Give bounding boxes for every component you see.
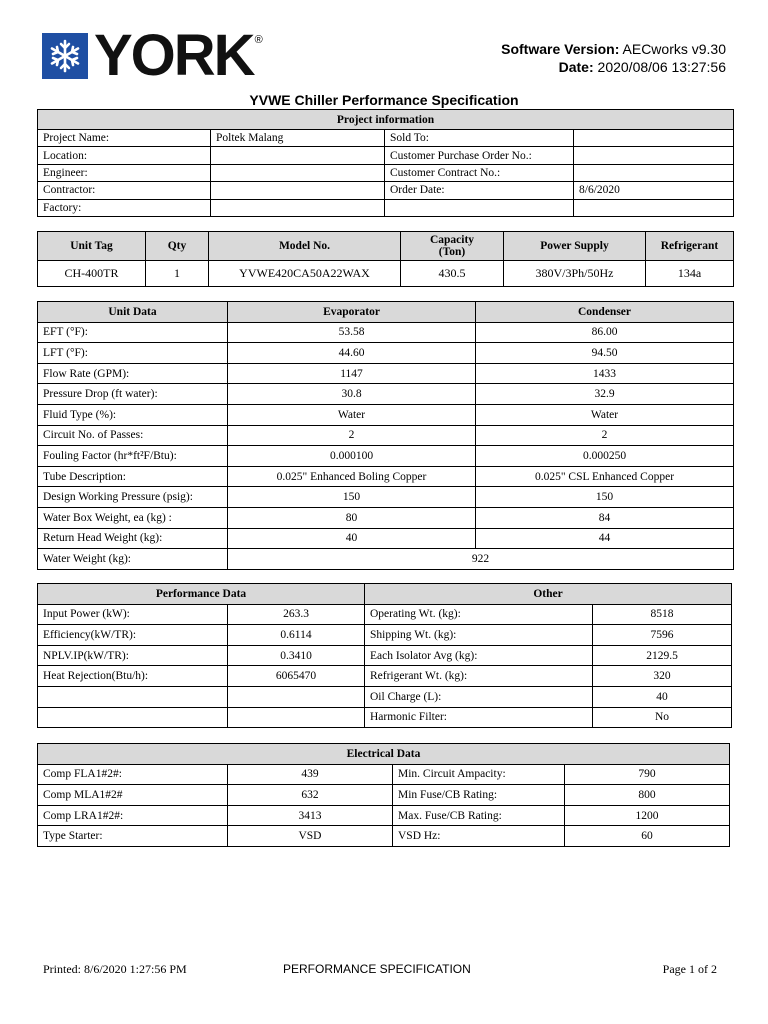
capacity-value: 430.5 <box>401 261 504 287</box>
project-value <box>574 147 734 164</box>
row-value: 0.3410 <box>228 645 365 666</box>
water-weight-value: 922 <box>228 549 734 570</box>
project-info-table <box>37 109 734 217</box>
table-row <box>38 322 734 343</box>
project-value <box>211 147 385 164</box>
row-value: 2129.5 <box>593 645 732 666</box>
project-value <box>574 199 734 216</box>
row-label: Each Isolator Avg (kg): <box>365 645 593 666</box>
row-label: LFT (°F): <box>38 343 228 364</box>
table-row <box>365 604 732 625</box>
row-label: Min. Circuit Ampacity: <box>393 764 565 785</box>
header-power-supply: Power Supply <box>504 232 646 261</box>
row-label: Pressure Drop (ft water): <box>38 384 228 405</box>
condenser-value: 84 <box>476 507 734 528</box>
row-label: Type Starter: <box>38 826 228 847</box>
unit-tag-value: CH-400TR <box>38 261 146 287</box>
table-row <box>38 686 365 707</box>
row-value: 790 <box>565 764 730 785</box>
table-row <box>38 487 734 508</box>
row-value: 439 <box>228 764 393 785</box>
row-value: 8518 <box>593 604 732 625</box>
table-row <box>365 707 732 728</box>
row-label: Fluid Type (%): <box>38 404 228 425</box>
date-value: 2020/08/06 13:27:56 <box>597 59 726 75</box>
row-label: Min Fuse/CB Rating: <box>393 785 565 806</box>
evaporator-value: 53.58 <box>228 322 476 343</box>
header-capacity <box>401 232 504 261</box>
table-row <box>38 363 734 384</box>
unit-data-table <box>37 301 734 570</box>
row-label: Oil Charge (L): <box>365 686 593 707</box>
model-no-value: YVWE420CA50A22WAX <box>209 261 401 287</box>
row-label: Circuit No. of Passes: <box>38 425 228 446</box>
evaporator-value: 80 <box>228 507 476 528</box>
header-refrigerant: Refrigerant <box>646 232 734 261</box>
performance-data-table <box>37 583 365 728</box>
software-version-label: Software Version: <box>501 41 620 57</box>
project-value: 8/6/2020 <box>574 182 734 199</box>
registered-mark: ® <box>254 34 263 46</box>
evaporator-value: 0.025" Enhanced Boling Copper <box>228 466 476 487</box>
row-label: EFT (°F): <box>38 322 228 343</box>
other-heading: Other <box>365 584 732 605</box>
row-value: 7596 <box>593 625 732 646</box>
row-label: Comp LRA1#2#: <box>38 805 228 826</box>
table-row <box>38 384 734 405</box>
evaporator-value: 0.000100 <box>228 446 476 467</box>
row-label: Comp MLA1#2# <box>38 785 228 806</box>
project-label: Sold To: <box>385 130 574 147</box>
condenser-value: 94.50 <box>476 343 734 364</box>
logo-wordmark: YORK <box>94 23 254 88</box>
table-row <box>38 805 730 826</box>
electrical-heading: Electrical Data <box>38 744 730 765</box>
project-label: Customer Contract No.: <box>385 164 574 181</box>
table-row <box>38 130 734 147</box>
header-capacity-line2: (Ton) <box>438 246 466 258</box>
table-row <box>38 425 734 446</box>
table-row <box>38 164 734 181</box>
row-value: 263.3 <box>228 604 365 625</box>
row-value: 0.6114 <box>228 625 365 646</box>
project-label: Location: <box>38 147 211 164</box>
table-row <box>38 507 734 528</box>
row-label <box>38 686 228 707</box>
row-label: VSD Hz: <box>393 826 565 847</box>
table-row <box>38 666 365 687</box>
evaporator-value: Water <box>228 404 476 425</box>
evaporator-value: 2 <box>228 425 476 446</box>
row-value <box>228 686 365 707</box>
page-number: Page 1 of 2 <box>662 962 717 976</box>
project-label: Customer Purchase Order No.: <box>385 147 574 164</box>
condenser-value: 2 <box>476 425 734 446</box>
performance-heading: Performance Data <box>38 584 365 605</box>
table-row <box>38 404 734 425</box>
table-row <box>38 764 730 785</box>
project-label <box>385 199 574 216</box>
header-qty: Qty <box>146 232 209 261</box>
row-label: Operating Wt. (kg): <box>365 604 593 625</box>
row-value: 60 <box>565 826 730 847</box>
power-supply-value: 380V/3Ph/50Hz <box>504 261 646 287</box>
row-label: Fouling Factor (hr*ft²F/Btu): <box>38 446 228 467</box>
table-row <box>365 645 732 666</box>
header-condenser: Condenser <box>476 302 734 323</box>
table-row <box>38 625 365 646</box>
table-row <box>38 645 365 666</box>
table-row <box>38 604 365 625</box>
row-label: Flow Rate (GPM): <box>38 363 228 384</box>
project-label: Project Name: <box>38 130 211 147</box>
row-value: No <box>593 707 732 728</box>
electrical-data-table <box>37 743 730 847</box>
row-label: Harmonic Filter: <box>365 707 593 728</box>
row-label: Return Head Weight (kg): <box>38 528 228 549</box>
condenser-value: 150 <box>476 487 734 508</box>
row-label: Refrigerant Wt. (kg): <box>365 666 593 687</box>
project-value <box>211 164 385 181</box>
table-row <box>38 199 734 216</box>
unit-summary-table <box>37 231 734 287</box>
other-data-table <box>364 583 732 728</box>
row-label: NPLV.IP(kW/TR): <box>38 645 228 666</box>
row-value: 1200 <box>565 805 730 826</box>
header-model-no: Model No. <box>209 232 401 261</box>
row-label: Water Weight (kg): <box>38 549 228 570</box>
project-label: Engineer: <box>38 164 211 181</box>
table-row <box>38 182 734 199</box>
header-evaporator: Evaporator <box>228 302 476 323</box>
table-row <box>38 785 730 806</box>
project-label: Order Date: <box>385 182 574 199</box>
table-row <box>365 625 732 646</box>
project-info-heading: Project information <box>38 110 734 130</box>
row-value: 6065470 <box>228 666 365 687</box>
row-label: Tube Description: <box>38 466 228 487</box>
table-row <box>38 466 734 487</box>
software-version-value: AECworks v9.30 <box>622 41 726 57</box>
qty-value: 1 <box>146 261 209 287</box>
project-value <box>574 164 734 181</box>
header-capacity-line1: Capacity <box>429 234 475 246</box>
printed-timestamp: Printed: 8/6/2020 1:27:56 PM <box>43 962 187 976</box>
project-label: Factory: <box>38 199 211 216</box>
row-value: 40 <box>593 686 732 707</box>
condenser-value: 44 <box>476 528 734 549</box>
evaporator-value: 30.8 <box>228 384 476 405</box>
condenser-value: 86.00 <box>476 322 734 343</box>
table-row <box>38 446 734 467</box>
table-row <box>365 686 732 707</box>
row-label: Comp FLA1#2#: <box>38 764 228 785</box>
evaporator-value: 40 <box>228 528 476 549</box>
row-value: VSD <box>228 826 393 847</box>
row-label: Max. Fuse/CB Rating: <box>393 805 565 826</box>
table-row <box>38 343 734 364</box>
york-logo <box>42 23 263 88</box>
project-value <box>211 199 385 216</box>
row-value: 3413 <box>228 805 393 826</box>
row-label: Heat Rejection(Btu/h): <box>38 666 228 687</box>
table-row <box>38 147 734 164</box>
project-label: Contractor: <box>38 182 211 199</box>
row-value: 800 <box>565 785 730 806</box>
software-info <box>501 40 726 76</box>
row-value: 320 <box>593 666 732 687</box>
row-label: Water Box Weight, ea (kg) : <box>38 507 228 528</box>
row-value: 632 <box>228 785 393 806</box>
condenser-value: 0.025" CSL Enhanced Copper <box>476 466 734 487</box>
condenser-value: 1433 <box>476 363 734 384</box>
footer-document-name: PERFORMANCE SPECIFICATION <box>283 962 471 976</box>
evaporator-value: 150 <box>228 487 476 508</box>
row-label: Efficiency(kW/TR): <box>38 625 228 646</box>
row-label: Design Working Pressure (psig): <box>38 487 228 508</box>
table-row <box>38 261 734 287</box>
table-row <box>38 707 365 728</box>
row-label: Input Power (kW): <box>38 604 228 625</box>
table-row <box>38 549 734 570</box>
row-value <box>228 707 365 728</box>
evaporator-value: 1147 <box>228 363 476 384</box>
project-value <box>574 130 734 147</box>
table-row <box>365 666 732 687</box>
document-title: YVWE Chiller Performance Specification <box>249 92 519 108</box>
header-unit-tag: Unit Tag <box>38 232 146 261</box>
header-unit-data: Unit Data <box>38 302 228 323</box>
refrigerant-value: 134a <box>646 261 734 287</box>
condenser-value: 32.9 <box>476 384 734 405</box>
date-label: Date: <box>558 59 594 75</box>
row-label: Shipping Wt. (kg): <box>365 625 593 646</box>
project-value: Poltek Malang <box>211 130 385 147</box>
table-row <box>38 826 730 847</box>
condenser-value: 0.000250 <box>476 446 734 467</box>
condenser-value: Water <box>476 404 734 425</box>
snowflake-icon <box>42 33 88 79</box>
table-row <box>38 528 734 549</box>
project-value <box>211 182 385 199</box>
evaporator-value: 44.60 <box>228 343 476 364</box>
row-label <box>38 707 228 728</box>
